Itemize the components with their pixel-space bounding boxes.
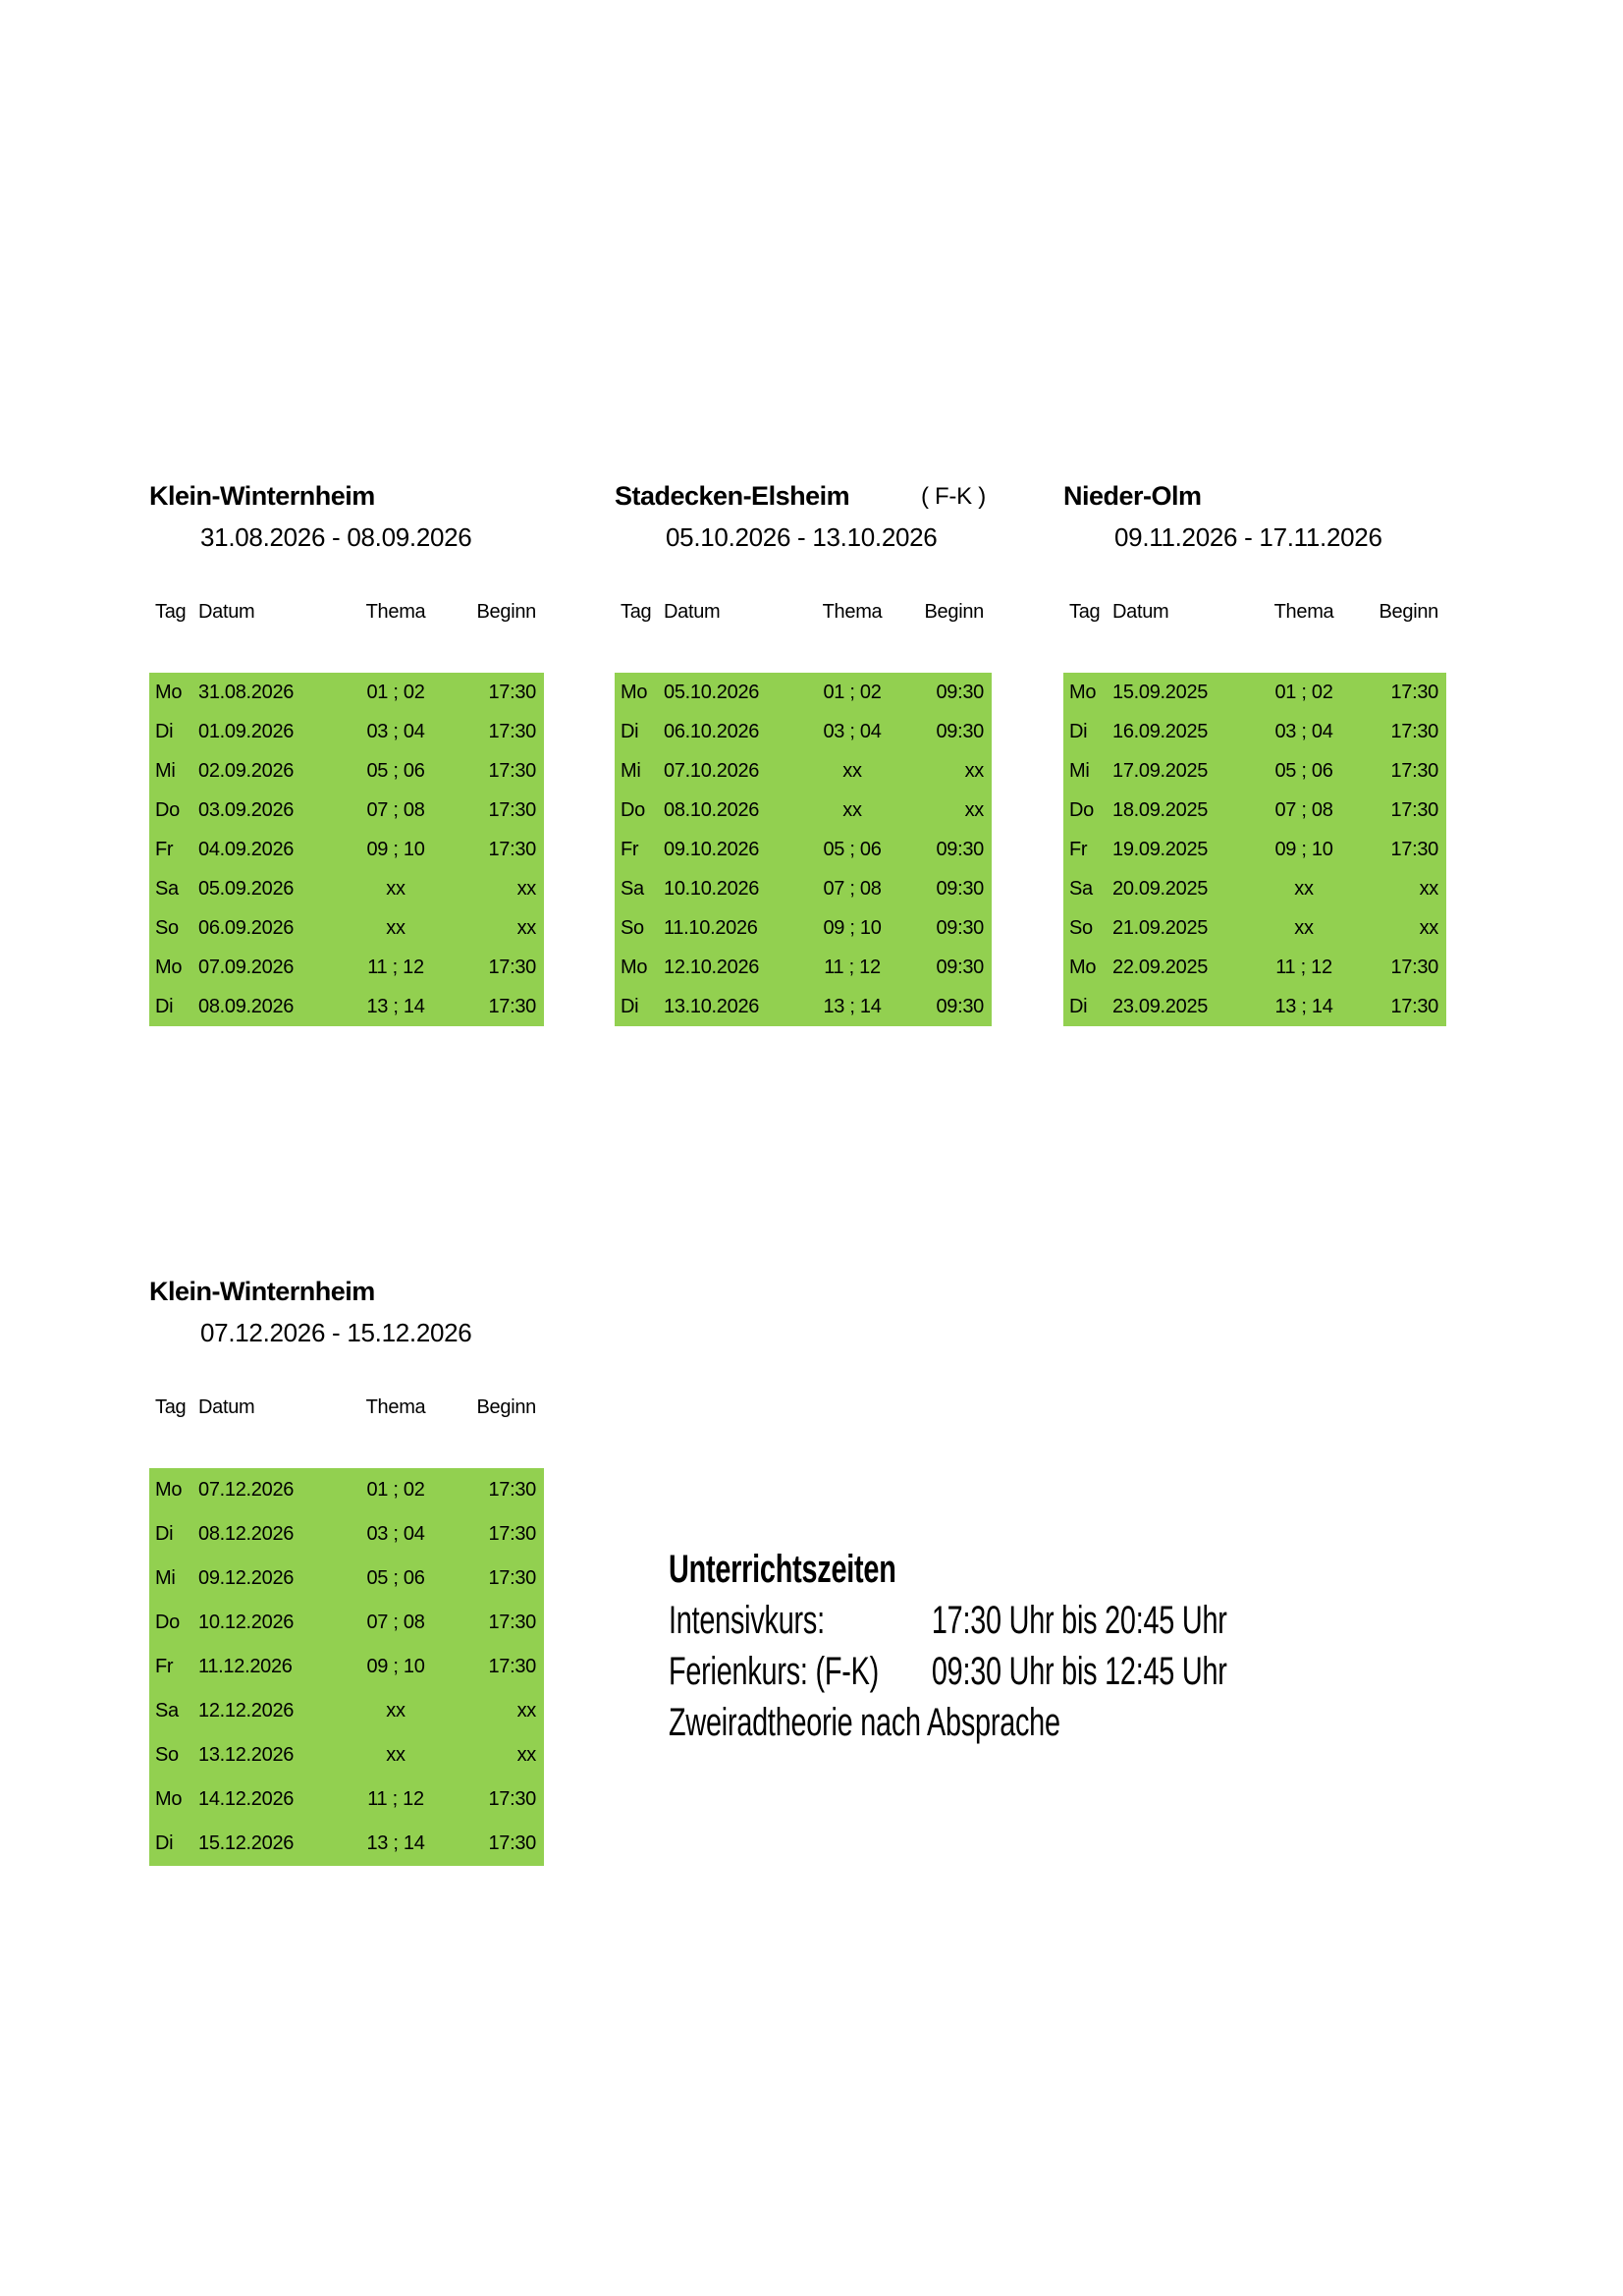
cell-beginn: 09:30 <box>936 877 984 900</box>
cell-datum: 07.10.2026 <box>664 759 760 782</box>
table-row <box>149 791 544 830</box>
table-row <box>615 791 992 830</box>
cell-datum: 08.10.2026 <box>664 798 760 821</box>
cell-tag: Mi <box>155 1567 176 1589</box>
cell-beginn: 17:30 <box>488 1479 536 1501</box>
course-date-range: 07.12.2026 - 15.12.2026 <box>200 1318 472 1347</box>
cell-datum: 22.09.2025 <box>1112 956 1209 978</box>
cell-beginn: 09:30 <box>936 995 984 1017</box>
course-date-range: 09.11.2026 - 17.11.2026 <box>1114 522 1382 552</box>
cell-tag: Di <box>621 995 639 1017</box>
column-header-datum: Datum <box>198 601 255 623</box>
cell-beginn: 17:30 <box>1390 956 1438 978</box>
cell-beginn: xx <box>1419 916 1438 939</box>
table-row <box>149 1557 544 1601</box>
table-row <box>149 869 544 908</box>
cell-tag: Mo <box>1069 681 1097 703</box>
table-row <box>149 1468 544 1512</box>
cell-beginn: 09:30 <box>936 681 984 703</box>
cell-thema: 09 ; 10 <box>366 1656 425 1677</box>
ferienkurs-label: Ferienkurs: (F-K) <box>669 1650 879 1693</box>
cell-thema: 07 ; 08 <box>823 877 882 900</box>
cell-tag: Mi <box>621 759 641 782</box>
cell-beginn: 17:30 <box>488 1567 536 1589</box>
cell-tag: Mo <box>621 956 648 978</box>
column-header-datum: Datum <box>664 601 721 623</box>
cell-beginn: xx <box>1419 877 1438 900</box>
cell-tag: Do <box>155 798 180 821</box>
table-row <box>615 751 992 791</box>
info-line-ferienkurs <box>669 1646 1305 1697</box>
cell-beginn: 17:30 <box>1390 681 1438 703</box>
cell-thema: 01 ; 02 <box>823 681 882 703</box>
cell-thema: xx <box>386 877 406 900</box>
cell-beginn: xx <box>516 877 536 900</box>
ferienkurs-time: 09:30 Uhr bis 12:45 Uhr <box>931 1650 1227 1693</box>
cell-thema: xx <box>842 759 862 782</box>
cell-datum: 13.12.2026 <box>198 1744 295 1766</box>
cell-thema: 01 ; 02 <box>366 1479 425 1501</box>
zweiradtheorie-label: Zweiradtheorie nach Absprache <box>669 1701 1060 1744</box>
cell-tag: Sa <box>1069 877 1093 900</box>
cell-thema: 01 ; 02 <box>366 681 425 703</box>
cell-tag: Fr <box>155 1656 174 1677</box>
cell-thema: 07 ; 08 <box>366 1612 425 1633</box>
cell-datum: 06.09.2026 <box>198 916 295 939</box>
course-table <box>149 1277 544 1854</box>
cell-tag: Sa <box>155 877 179 900</box>
table-row <box>615 673 992 712</box>
cell-beginn: 17:30 <box>488 1612 536 1633</box>
cell-thema: 07 ; 08 <box>1274 798 1333 821</box>
column-header-datum: Datum <box>1112 601 1169 623</box>
cell-thema: 05 ; 06 <box>366 759 425 782</box>
cell-datum: 21.09.2025 <box>1112 916 1209 939</box>
cell-datum: 07.12.2026 <box>198 1479 295 1501</box>
intensivkurs-label: Intensivkurs: <box>669 1599 825 1642</box>
cell-thema: xx <box>1294 877 1314 900</box>
table-row <box>1063 791 1446 830</box>
course-date-range: 05.10.2026 - 13.10.2026 <box>666 522 938 552</box>
cell-beginn: 09:30 <box>936 956 984 978</box>
cell-beginn: 17:30 <box>488 798 536 821</box>
table-row <box>149 751 544 791</box>
cell-tag: So <box>155 1744 179 1766</box>
unterrichtszeiten-heading: Unterrichtszeiten <box>669 1548 896 1591</box>
cell-beginn: 17:30 <box>1390 995 1438 1017</box>
table-row <box>149 908 544 948</box>
cell-tag: So <box>621 916 644 939</box>
cell-beginn: 09:30 <box>936 838 984 860</box>
course-location-title: Nieder-Olm <box>1063 481 1202 511</box>
course-title-line <box>149 481 544 515</box>
cell-datum: 13.10.2026 <box>664 995 760 1017</box>
cell-beginn: 09:30 <box>936 916 984 939</box>
cell-beginn: 17:30 <box>488 956 536 978</box>
cell-tag: Di <box>155 1523 174 1545</box>
cell-datum: 11.12.2026 <box>198 1656 293 1677</box>
cell-beginn: xx <box>964 798 984 821</box>
course-table <box>615 481 992 1017</box>
cell-datum: 12.12.2026 <box>198 1700 295 1722</box>
column-header-thema: Thema <box>365 601 426 623</box>
cell-tag: Mo <box>155 1788 183 1810</box>
column-header-row <box>149 1396 544 1419</box>
table-row <box>149 1645 544 1689</box>
table-row <box>1063 869 1446 908</box>
cell-beginn: 17:30 <box>488 720 536 742</box>
cell-datum: 03.09.2026 <box>198 798 295 821</box>
cell-thema: 13 ; 14 <box>1274 995 1333 1017</box>
cell-thema: 09 ; 10 <box>366 838 425 860</box>
table-row <box>149 948 544 987</box>
cell-datum: 31.08.2026 <box>198 681 295 703</box>
cell-beginn: xx <box>516 916 536 939</box>
table-row <box>1063 948 1446 987</box>
column-header-row <box>149 601 544 624</box>
course-table <box>1063 481 1446 1017</box>
cell-tag: Mo <box>621 681 648 703</box>
table-row <box>1063 673 1446 712</box>
cell-thema: 03 ; 04 <box>823 720 882 742</box>
table-row <box>1063 712 1446 751</box>
cell-beginn: 17:30 <box>488 838 536 860</box>
table-row <box>149 1777 544 1822</box>
cell-beginn: 17:30 <box>488 1832 536 1854</box>
cell-beginn: 17:30 <box>488 1788 536 1810</box>
table-row <box>149 987 544 1026</box>
cell-datum: 07.09.2026 <box>198 956 295 978</box>
cell-datum: 20.09.2025 <box>1112 877 1209 900</box>
column-header-thema: Thema <box>1273 601 1334 623</box>
table-row <box>615 712 992 751</box>
cell-datum: 06.10.2026 <box>664 720 760 742</box>
cell-tag: Mo <box>155 956 183 978</box>
unterrichtszeiten-inner <box>669 1544 1305 1748</box>
cell-beginn: 17:30 <box>1390 798 1438 821</box>
cell-tag: Fr <box>1069 838 1088 860</box>
table-row <box>149 1733 544 1777</box>
table-row <box>615 869 992 908</box>
column-header-tag: Tag <box>155 601 187 623</box>
cell-beginn: xx <box>964 759 984 782</box>
table-row <box>1063 830 1446 869</box>
cell-tag: Fr <box>155 838 174 860</box>
schedule-grid <box>149 673 544 1026</box>
column-header-beginn: Beginn <box>924 601 984 623</box>
course-date-range: 31.08.2026 - 08.09.2026 <box>200 522 472 552</box>
table-row <box>149 1601 544 1645</box>
column-header-beginn: Beginn <box>476 1396 536 1418</box>
cell-datum: 16.09.2025 <box>1112 720 1209 742</box>
table-row <box>149 673 544 712</box>
cell-tag: Sa <box>155 1700 179 1722</box>
cell-beginn: 17:30 <box>1390 838 1438 860</box>
cell-thema: 09 ; 10 <box>1274 838 1333 860</box>
cell-datum: 15.09.2025 <box>1112 681 1209 703</box>
cell-tag: Di <box>621 720 639 742</box>
course-title-line <box>615 481 992 515</box>
schedule-grid <box>149 1468 544 1866</box>
cell-datum: 11.10.2026 <box>664 916 758 939</box>
cell-thema: 07 ; 08 <box>366 798 425 821</box>
cell-thema: 11 ; 12 <box>1275 956 1332 978</box>
column-header-row <box>615 601 992 624</box>
info-line-zweiradtheorie <box>669 1697 1305 1748</box>
cell-datum: 15.12.2026 <box>198 1832 295 1854</box>
cell-thema: 01 ; 02 <box>1274 681 1333 703</box>
course-type-suffix: ( F-K ) <box>921 483 986 510</box>
cell-beginn: 09:30 <box>936 720 984 742</box>
cell-datum: 05.09.2026 <box>198 877 295 900</box>
cell-datum: 09.12.2026 <box>198 1567 295 1589</box>
schedule-grid <box>1063 673 1446 1026</box>
cell-datum: 08.12.2026 <box>198 1523 295 1545</box>
cell-tag: Mo <box>155 1479 183 1501</box>
cell-tag: Di <box>155 995 174 1017</box>
cell-tag: Do <box>621 798 645 821</box>
cell-datum: 14.12.2026 <box>198 1788 295 1810</box>
cell-tag: So <box>155 916 179 939</box>
table-row <box>1063 987 1446 1026</box>
cell-datum: 05.10.2026 <box>664 681 760 703</box>
cell-tag: Di <box>1069 995 1088 1017</box>
cell-thema: 13 ; 14 <box>366 995 425 1017</box>
course-title-line <box>1063 481 1446 515</box>
column-header-beginn: Beginn <box>1379 601 1438 623</box>
cell-thema: 09 ; 10 <box>823 916 882 939</box>
cell-datum: 18.09.2025 <box>1112 798 1209 821</box>
cell-beginn: 17:30 <box>1390 720 1438 742</box>
table-row <box>615 948 992 987</box>
column-header-tag: Tag <box>621 601 652 623</box>
table-row <box>615 830 992 869</box>
table-row <box>149 1512 544 1557</box>
column-header-thema: Thema <box>822 601 883 623</box>
cell-tag: Mi <box>1069 759 1090 782</box>
cell-tag: Sa <box>621 877 644 900</box>
cell-datum: 17.09.2025 <box>1112 759 1209 782</box>
table-row <box>149 830 544 869</box>
cell-tag: Fr <box>621 838 639 860</box>
cell-thema: xx <box>1294 916 1314 939</box>
cell-thema: xx <box>386 1744 406 1766</box>
cell-tag: Di <box>155 1832 174 1854</box>
cell-tag: So <box>1069 916 1093 939</box>
cell-datum: 12.10.2026 <box>664 956 760 978</box>
table-row <box>149 1822 544 1866</box>
cell-tag: Do <box>1069 798 1094 821</box>
cell-datum: 10.12.2026 <box>198 1612 295 1633</box>
intensivkurs-time: 17:30 Uhr bis 20:45 Uhr <box>931 1599 1227 1642</box>
schedule-grid <box>615 673 992 1026</box>
table-row <box>149 712 544 751</box>
cell-tag: Di <box>1069 720 1088 742</box>
course-table <box>149 481 544 1017</box>
column-header-datum: Datum <box>198 1396 255 1418</box>
column-header-beginn: Beginn <box>476 601 536 623</box>
cell-thema: 13 ; 14 <box>823 995 882 1017</box>
cell-beginn: xx <box>516 1700 536 1722</box>
cell-beginn: 17:30 <box>488 1523 536 1545</box>
cell-thema: xx <box>842 798 862 821</box>
cell-datum: 19.09.2025 <box>1112 838 1209 860</box>
table-row <box>1063 751 1446 791</box>
cell-thema: 13 ; 14 <box>366 1832 425 1854</box>
cell-datum: 01.09.2026 <box>198 720 295 742</box>
column-header-tag: Tag <box>155 1396 187 1418</box>
cell-datum: 10.10.2026 <box>664 877 760 900</box>
cell-beginn: 17:30 <box>488 995 536 1017</box>
cell-tag: Do <box>155 1612 180 1633</box>
unterrichtszeiten-block <box>669 1544 1552 1748</box>
cell-datum: 09.10.2026 <box>664 838 760 860</box>
course-location-title: Stadecken-Elsheim <box>615 481 850 511</box>
cell-beginn: 17:30 <box>1390 759 1438 782</box>
course-title-line <box>149 1277 544 1310</box>
course-location-title: Klein-Winternheim <box>149 1277 375 1306</box>
cell-datum: 23.09.2025 <box>1112 995 1209 1017</box>
cell-thema: 11 ; 12 <box>824 956 881 978</box>
cell-thema: 05 ; 06 <box>1274 759 1333 782</box>
cell-beginn: 17:30 <box>488 681 536 703</box>
cell-beginn: 17:30 <box>488 759 536 782</box>
table-row <box>615 987 992 1026</box>
cell-tag: Mi <box>155 759 176 782</box>
table-row <box>1063 908 1446 948</box>
cell-tag: Mo <box>1069 956 1097 978</box>
course-location-title: Klein-Winternheim <box>149 481 375 511</box>
cell-datum: 08.09.2026 <box>198 995 295 1017</box>
cell-thema: 03 ; 04 <box>366 720 425 742</box>
cell-thema: 11 ; 12 <box>367 1788 424 1810</box>
cell-datum: 02.09.2026 <box>198 759 295 782</box>
column-header-tag: Tag <box>1069 601 1101 623</box>
cell-beginn: 17:30 <box>488 1656 536 1677</box>
cell-thema: 05 ; 06 <box>366 1567 425 1589</box>
cell-thema: 11 ; 12 <box>367 956 424 978</box>
cell-beginn: xx <box>516 1744 536 1766</box>
cell-thema: 05 ; 06 <box>823 838 882 860</box>
table-row <box>615 908 992 948</box>
cell-tag: Mo <box>155 681 183 703</box>
column-header-thema: Thema <box>365 1396 426 1418</box>
cell-tag: Di <box>155 720 174 742</box>
column-header-row <box>1063 601 1446 624</box>
cell-thema: xx <box>386 916 406 939</box>
cell-thema: xx <box>386 1700 406 1722</box>
cell-thema: 03 ; 04 <box>366 1523 425 1545</box>
info-line-intensivkurs <box>669 1595 1305 1646</box>
cell-thema: 03 ; 04 <box>1274 720 1333 742</box>
table-row <box>149 1689 544 1733</box>
cell-datum: 04.09.2026 <box>198 838 295 860</box>
